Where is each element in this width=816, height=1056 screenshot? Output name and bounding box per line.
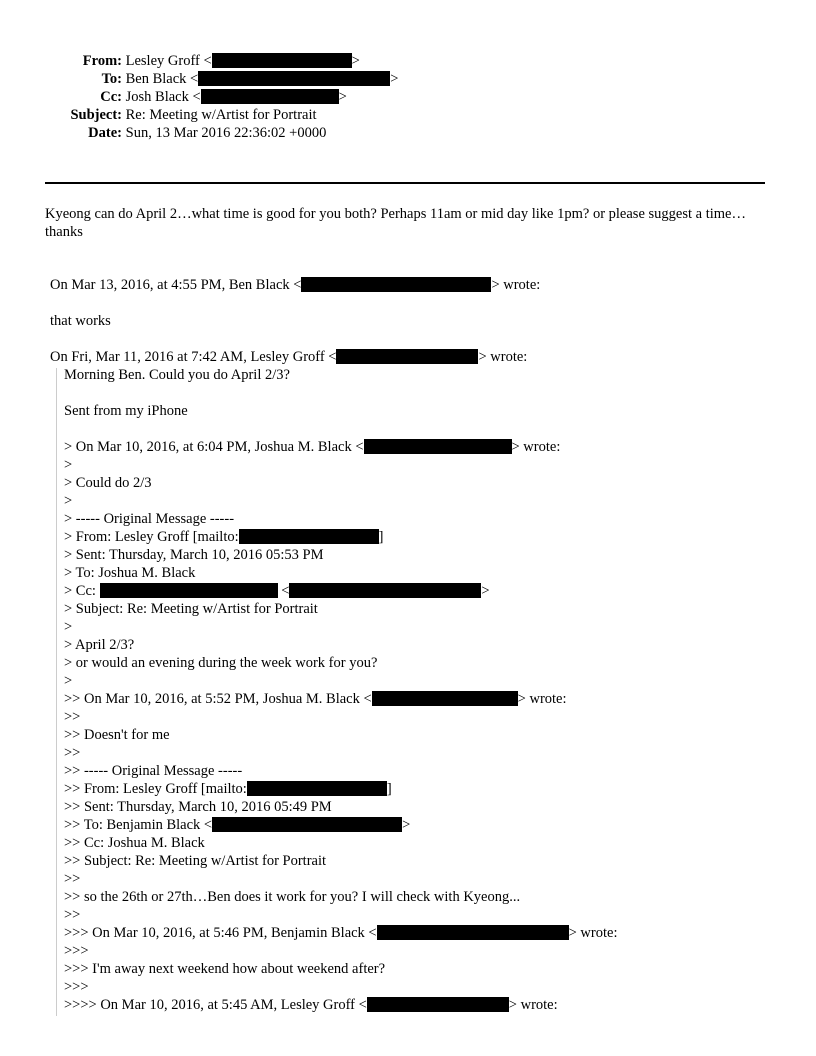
header-date-row xyxy=(40,124,398,142)
quoted-line: > Could do 2/3 xyxy=(64,475,152,491)
redaction-bar xyxy=(100,583,278,598)
text: On Mar 13, 2016, at 4:55 PM, Ben Black < xyxy=(50,277,302,293)
quoted-line xyxy=(64,690,567,708)
quoted-line: Morning Ben. Could you do April 2/3? xyxy=(64,367,290,383)
quoted-line xyxy=(64,996,558,1014)
quoted-line xyxy=(64,780,392,798)
bracket-close: > xyxy=(351,53,360,69)
quoted-line: > xyxy=(64,673,73,689)
redaction-bar xyxy=(289,583,481,598)
text: >> From: Lesley Groff [mailto: xyxy=(64,781,247,797)
header-to-row xyxy=(40,70,398,88)
text: > wrote: xyxy=(491,277,541,293)
redaction-bar xyxy=(301,277,491,292)
quoted-line: > To: Joshua M. Black xyxy=(64,565,196,581)
redaction-bar xyxy=(372,691,518,706)
header-from-row xyxy=(40,52,398,70)
to-value: Ben Black < xyxy=(125,71,199,87)
redaction-bar xyxy=(367,997,509,1012)
text: > On Mar 10, 2016, at 6:04 PM, Joshua M. Black < xyxy=(64,439,364,455)
text: < xyxy=(277,583,290,599)
header-divider xyxy=(45,182,765,184)
quoted-line: >> so the 26th or 27th…Ben does it work for you? I will check with Kyeong... xyxy=(64,889,521,905)
redaction-bar xyxy=(212,817,402,832)
text: > wrote: xyxy=(478,349,528,365)
reply-line xyxy=(50,276,540,294)
quoted-line: > or would an evening during the week work for you? xyxy=(64,655,378,671)
quoted-line: >> xyxy=(64,745,81,761)
date-label: Date: xyxy=(88,125,122,141)
redaction-bar xyxy=(377,925,569,940)
quoted-line: > xyxy=(64,457,73,473)
cc-value: Josh Black < xyxy=(125,89,201,105)
bracket-close: > xyxy=(338,89,347,105)
redaction-bar xyxy=(201,89,339,104)
reply-line: that works xyxy=(50,313,111,329)
text: On Fri, Mar 11, 2016 at 7:42 AM, Lesley Groff < xyxy=(50,349,337,365)
quoted-line: > ----- Original Message ----- xyxy=(64,511,235,527)
quoted-line: >> ----- Original Message ----- xyxy=(64,763,243,779)
header-cc-row xyxy=(40,88,398,106)
quoted-line xyxy=(64,816,410,834)
email-header xyxy=(40,52,398,142)
text: >>>> On Mar 10, 2016, at 5:45 AM, Lesley Groff < xyxy=(64,997,367,1013)
text: > wrote: xyxy=(508,997,558,1013)
quoted-line: > xyxy=(64,493,73,509)
text: > xyxy=(402,817,411,833)
redaction-bar xyxy=(198,71,390,86)
text: >> On Mar 10, 2016, at 5:52 PM, Joshua M. Black < xyxy=(64,691,372,707)
reply-line xyxy=(50,348,527,366)
header-subject-row xyxy=(40,106,398,124)
quoted-line: >> Doesn't for me xyxy=(64,727,170,743)
redaction-bar xyxy=(247,781,387,796)
text: > wrote: xyxy=(568,925,618,941)
quoted-line: >> Cc: Joshua M. Black xyxy=(64,835,205,851)
cc-label: Cc: xyxy=(100,89,122,105)
quoted-line: > April 2/3? xyxy=(64,637,135,653)
quoted-line xyxy=(64,528,383,546)
quoted-line: >>> xyxy=(64,979,89,995)
redaction-bar xyxy=(364,439,512,454)
quoted-line: >> xyxy=(64,709,81,725)
subject-value: Re: Meeting w/Artist for Portrait xyxy=(125,107,317,123)
quoted-line: > xyxy=(64,619,73,635)
quoted-line: >>> xyxy=(64,943,89,959)
bracket-close: > xyxy=(390,71,399,87)
quoted-line: >> xyxy=(64,871,81,887)
text: > Cc: xyxy=(64,583,100,599)
from-label: From: xyxy=(82,53,122,69)
subject-label: Subject: xyxy=(70,107,122,123)
text: >>> On Mar 10, 2016, at 5:46 PM, Benjamin Black < xyxy=(64,925,377,941)
text: > From: Lesley Groff [mailto: xyxy=(64,529,239,545)
to-label: To: xyxy=(101,71,122,87)
redaction-bar xyxy=(239,529,379,544)
text: >> To: Benjamin Black < xyxy=(64,817,213,833)
quoted-line: > Subject: Re: Meeting w/Artist for Portrait xyxy=(64,601,318,617)
quote-bar xyxy=(56,368,57,1016)
text: ] xyxy=(378,529,384,545)
quoted-line xyxy=(64,924,617,942)
text: ] xyxy=(386,781,392,797)
quoted-line: >>> I'm away next weekend how about weekend after? xyxy=(64,961,386,977)
quoted-line xyxy=(64,582,490,600)
quoted-line: Sent from my iPhone xyxy=(64,403,188,419)
quoted-line xyxy=(64,438,560,456)
quoted-line: >> xyxy=(64,907,81,923)
text: > wrote: xyxy=(517,691,567,707)
redaction-bar xyxy=(212,53,352,68)
text: > wrote: xyxy=(511,439,561,455)
text: > xyxy=(481,583,490,599)
quoted-line: >> Subject: Re: Meeting w/Artist for Portrait xyxy=(64,853,327,869)
message-body: Kyeong can do April 2…what time is good for you both? Perhaps 11am or mid day like 1pm? or please suggest a time…thanks xyxy=(45,206,746,240)
date-value: Sun, 13 Mar 2016 22:36:02 +0000 xyxy=(125,125,327,141)
redaction-bar xyxy=(336,349,478,364)
quoted-line: >> Sent: Thursday, March 10, 2016 05:49 PM xyxy=(64,799,332,815)
from-value: Lesley Groff < xyxy=(125,53,212,69)
quoted-line: > Sent: Thursday, March 10, 2016 05:53 PM xyxy=(64,547,324,563)
